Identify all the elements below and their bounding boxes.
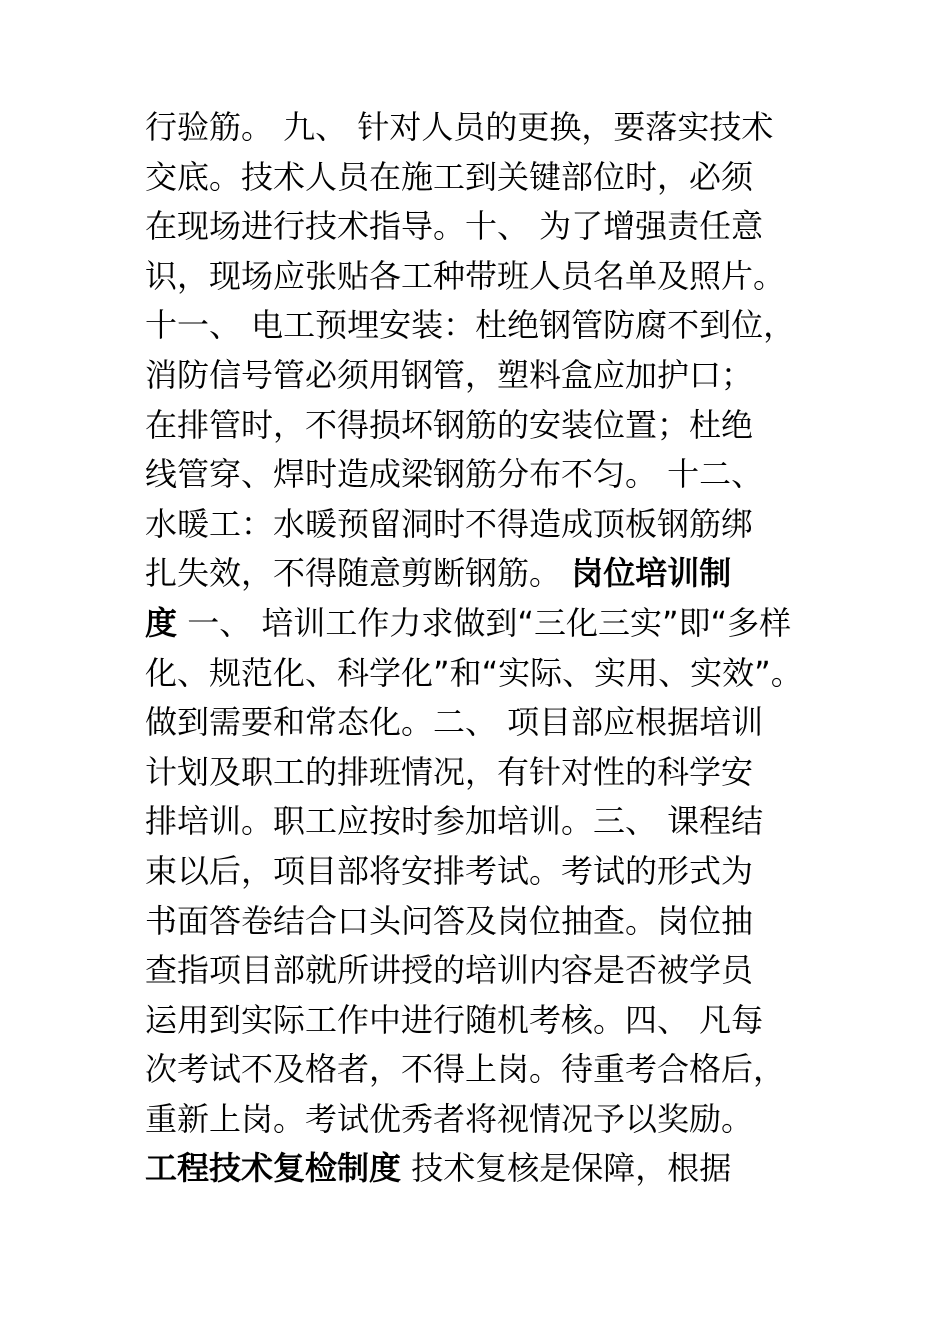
text-line (145, 897, 845, 947)
text-line (145, 103, 845, 153)
text-line (145, 1095, 845, 1145)
text-line (145, 450, 845, 500)
section-heading: 度 (145, 603, 178, 642)
body-text (145, 103, 845, 1194)
text-line (145, 599, 845, 649)
text-segment: 计划及职工的排班情况，有针对性的科学安 (145, 752, 754, 791)
text-line (145, 649, 845, 699)
text-line (145, 153, 845, 203)
text-line (145, 797, 845, 847)
text-segment: 消防信号管必须用钢管，塑料盒应加护口； (145, 355, 754, 394)
text-line (145, 500, 845, 550)
text-line (145, 401, 845, 451)
text-line (145, 1045, 845, 1095)
text-line (145, 1144, 845, 1194)
text-segment: 书面答卷结合口头问答及岗位抽查。岗位抽 (145, 901, 754, 940)
text-segment: 交底。技术人员在施工到关键部位时，必须 (145, 157, 754, 196)
section-heading: 工程技术复检制度 (145, 1149, 402, 1188)
text-segment: 次考试不及格者，不得上岗。待重考合格后， (145, 1050, 786, 1089)
text-segment: 行验筋。 九、 针对人员的更换，要落实技术 (145, 108, 774, 146)
text-segment: 重新上岗。考试优秀者将视情况予以奖励。 (145, 1099, 754, 1138)
text-segment: 运用到实际工作中进行随机考核。四、 凡每 (145, 1000, 764, 1039)
section-heading: 岗位培训制 (571, 554, 732, 593)
text-segment: 化、规范化、科学化”和“实际、实用、实效”。 (145, 653, 803, 692)
text-line (145, 698, 845, 748)
text-segment: 排培训。职工应按时参加培训。三、 课程结 (145, 802, 764, 841)
text-line (145, 549, 845, 599)
text-line (145, 202, 845, 252)
text-segment: 一、 培训工作力求做到“三化三实”即“多样 (177, 603, 792, 642)
text-segment: 查指项目部就所讲授的培训内容是否被学员 (145, 951, 754, 990)
text-line (145, 847, 845, 897)
text-segment: 十一、 电工预埋安装：杜绝钢管防腐不到位， (145, 306, 796, 345)
text-segment: 束以后，项目部将安排考试。考试的形式为 (145, 851, 754, 890)
text-segment: 在现场进行技术指导。十、 为了增强责任意 (145, 207, 764, 246)
text-line (145, 748, 845, 798)
text-segment: 识，现场应张贴各工种带班人员名单及照片。 (145, 256, 786, 295)
text-line (145, 252, 845, 302)
text-segment: 水暖工：水暖预留洞时不得造成顶板钢筋绑 (145, 504, 754, 543)
text-line (145, 996, 845, 1046)
text-line (145, 351, 845, 401)
text-segment: 在排管时，不得损坏钢筋的安装位置；杜绝 (145, 405, 754, 444)
text-line (145, 301, 845, 351)
text-segment: 技术复核是保障，根据 (401, 1149, 732, 1188)
text-line (145, 946, 845, 996)
text-segment: 扎失效，不得随意剪断钢筋。 (145, 554, 572, 593)
text-segment: 线管穿、焊时造成梁钢筋分布不匀。 十二、 (145, 455, 764, 494)
text-segment: 做到需要和常态化。二、 项目部应根据培训 (145, 703, 764, 742)
